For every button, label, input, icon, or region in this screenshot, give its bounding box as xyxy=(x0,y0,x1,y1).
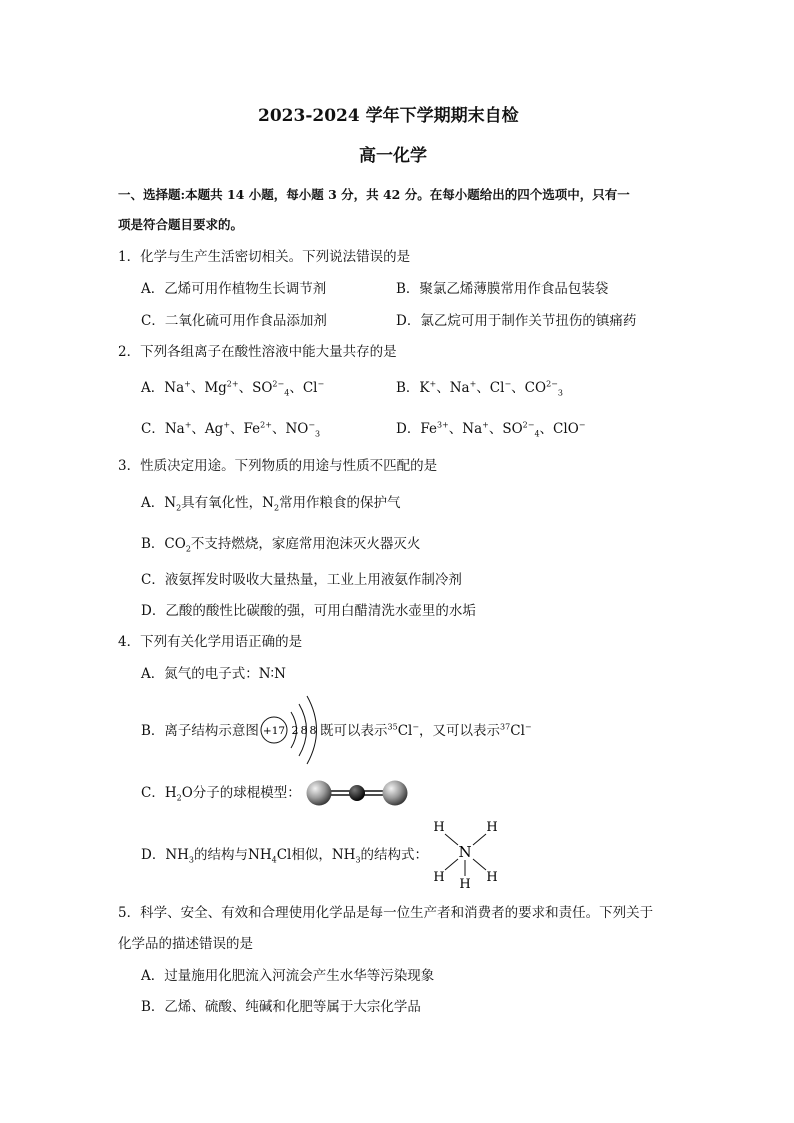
atom-h-top-right: H xyxy=(486,820,498,835)
q1-stem: 1．化学与生产生活密切相关。下列说法错误的是 xyxy=(118,249,411,265)
q3-option-c: C．液氨挥发时吸收大量热量，工业上用液氨作制冷剂 xyxy=(141,572,462,588)
section-header-line2: 项是符合题目要求的。 xyxy=(118,217,244,232)
atom-h-bottom-left: H xyxy=(433,870,445,885)
q2-option-b: B．K+、Na+、Cl−、$CO^{2-}_3$ xyxy=(396,379,563,398)
q4-stem: 4．下列有关化学用语正确的是 xyxy=(118,634,303,650)
q1-option-b: B．聚氯乙烯薄膜常用作食品包装袋 xyxy=(396,281,609,297)
section-header-line1: 一、选择题:本题共 14 小题，每小题 3 分，共 42 分。在每小题给出的四个选项中，只有一 xyxy=(118,187,630,202)
atom-right xyxy=(383,781,408,806)
q3-option-b: B．$CO_2$不支持燃烧，家庭常用泡沫灭火器灭火 xyxy=(141,536,421,554)
ammonia-structural-formula xyxy=(428,814,504,892)
exam-title: 2023-2024 学年下学期期末自检 xyxy=(258,106,519,126)
q2-option-a: A．Na+、$Mg^{2+}$、$SO^{2-}_4$、Cl− xyxy=(141,379,325,398)
atom-h-bottom-right: H xyxy=(486,870,498,885)
q5-stem-line2: 化学品的描述错误的是 xyxy=(118,936,253,952)
q2-option-d: D．$Fe^{3+}$、Na+、$SO^{2-}_4$、ClO− xyxy=(396,420,586,439)
shell-electrons-1: 2 xyxy=(291,724,299,737)
nucleus-charge: +17 xyxy=(262,725,286,737)
q2-option-c: C．Na+、Ag+、$Fe^{2+}$、$NO^-_3$ xyxy=(141,420,321,439)
q5-option-b: B．乙烯、硫酸、纯碱和化肥等属于大宗化学品 xyxy=(141,999,421,1015)
q5-option-a: A．过量施用化肥流入河流会产生水华等污染现象 xyxy=(141,968,435,984)
q3-option-a: A．$N_2$具有氧化性，$N_2$常用作粮食的保护气 xyxy=(141,495,401,513)
q4-option-a: A．氮气的电子式：N∶N xyxy=(141,666,286,682)
atom-h-top-left: H xyxy=(433,820,445,835)
shell-electrons-3: 8 xyxy=(309,724,317,737)
atom-h-bottom: H xyxy=(459,877,471,892)
q4-option-c: C．$H_2O$分子的球棍模型： xyxy=(141,785,301,803)
q1-option-c: C．二氧化硫可用作食品添加剂 xyxy=(141,313,327,329)
q1-option-d: D．氯乙烷可用于制作关节扭伤的镇痛药 xyxy=(396,313,637,329)
q2-stem: 2．下列各组离子在酸性溶液中能大量共存的是 xyxy=(118,344,397,360)
atom-center xyxy=(349,785,365,801)
atom-left xyxy=(307,781,332,806)
q4-option-d: D．$NH_3$的结构与$NH_4Cl$相似，$NH_3$的结构式： xyxy=(141,847,429,865)
q4-option-b-label: B．离子结构示意图 xyxy=(141,723,259,739)
q5-stem-line1: 5．科学、安全、有效和合理使用化学品是每一位生产者和消费者的要求和责任。下列关于 xyxy=(118,905,654,921)
q1-option-a: A．乙烯可用作植物生长调节剂 xyxy=(141,281,327,297)
chlorine-ion-structure-diagram xyxy=(258,690,326,770)
q3-option-d: D．乙酸的酸性比碳酸的强，可用白醋清洗水壶里的水垢 xyxy=(141,603,476,619)
exam-subtitle: 高一化学 xyxy=(359,146,427,166)
atom-n: N xyxy=(458,843,472,861)
q3-stem: 3．性质决定用途。下列物质的用途与性质不匹配的是 xyxy=(118,458,438,474)
q4-option-b-text: 既可以表示$^{35}$Cl−，又可以表示$^{37}$Cl− xyxy=(320,722,532,739)
shell-electrons-2: 8 xyxy=(300,724,308,737)
water-ball-stick-model xyxy=(303,777,411,809)
